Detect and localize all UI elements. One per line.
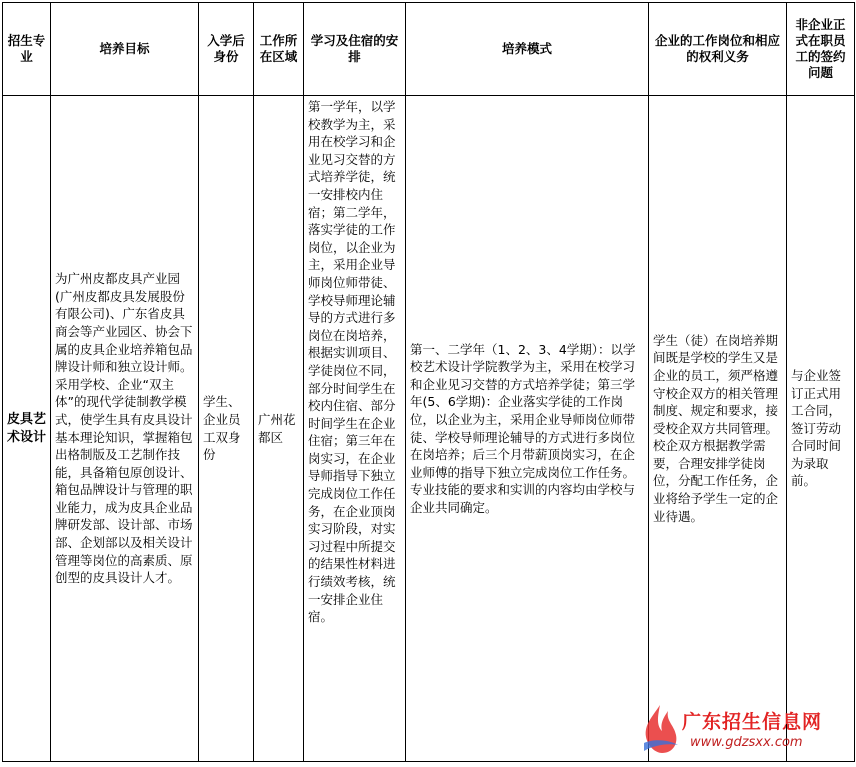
cell-rights: 学生（徒）在岗培养期间既是学校的学生又是企业的员工，须严格遵守校企双方的相关管理制度、规定和要求，接受校企双方共同管理。校企双方根据教学需要，合理安排学徒岗位，分配工作任务，企业将给予学生一定的企业待遇。 [649,96,787,762]
header-identity: 入学后身份 [199,3,254,96]
table-row [3,96,855,762]
cell-identity: 学生、企业员工双身份 [199,96,254,762]
cell-contract: 与企业签订正式用工合同，签订劳动合同时间为录取前。 [787,96,855,762]
watermark-title: 广东招生信息网 [682,707,822,734]
header-area: 工作所在区域 [254,3,304,96]
cell-arrangement: 第一学年，以学校教学为主，采用在校学习和企业见习交替的方式培养学徒，统一安排校内住宿；第二学年，落实学徒的工作岗位，以企业为主，采用企业导师岗位师带徒、学校导师理论辅导的方式进行多岗位在岗培养，根据实训项目、学徒岗位不同，部分时间学生在校内住宿、部分时间学生在企业住宿；第三年在岗实习，在企业导师指导下独立完成岗位工作任务，在企业顶岗实习阶段，对实习过程中所提交的结果性材料进行绩效考核，统一安排企业住宿。 [304,96,406,762]
cell-area: 广州花都区 [254,96,304,762]
header-major: 招生专业 [3,3,51,96]
header-goal: 培养目标 [51,3,199,96]
cell-goal: 为广州皮都皮具产业园(广州皮都皮具发展股份有限公司)、广东省皮具商会等产业园区、协会下属的皮具企业培养箱包品牌设计师和独立设计师。采用学校、企业“双主体”的现代学徒制教学模式，使学生具有皮具设计基本理论知识，掌握箱包出格制版及工艺制作技能，具备箱包原创设计、箱包品牌设计与管理的职业能力，成为皮具企业品牌研发部、设计部、市场部、企划部以及相关设计管理等岗位的高素质、原创型的皮具设计人才。 [51,96,199,762]
header-contract: 非企业正式在职员工的签约问题 [787,3,855,96]
site-watermark [638,701,838,759]
enrollment-table [2,2,855,762]
header-rights: 企业的工作岗位和相应的权利义务 [649,3,787,96]
watermark-logo-icon [638,703,682,755]
header-mode: 培养模式 [406,3,649,96]
watermark-url: www.gdzsxx.com [690,735,803,750]
header-arrangement: 学习及住宿的安排 [304,3,406,96]
cell-major: 皮具艺术设计 [3,96,51,762]
header-row [3,3,855,96]
cell-mode: 第一、二学年（1、2、3、4学期）：以学校艺术设计学院教学为主，采用在校学习和企业见习交替的方式培养学徒；第三学年(5、6学期)：企业落实学徒的工作岗位，以企业为主，采用企业导师岗位师带徒、学校导师理论辅导的方式进行多岗位在岗培养；后三个月带薪顶岗实习，在企业师傅的指导下独立完成岗位工作任务。专业技能的要求和实训的内容均由学校与企业共同确定。 [406,96,649,762]
